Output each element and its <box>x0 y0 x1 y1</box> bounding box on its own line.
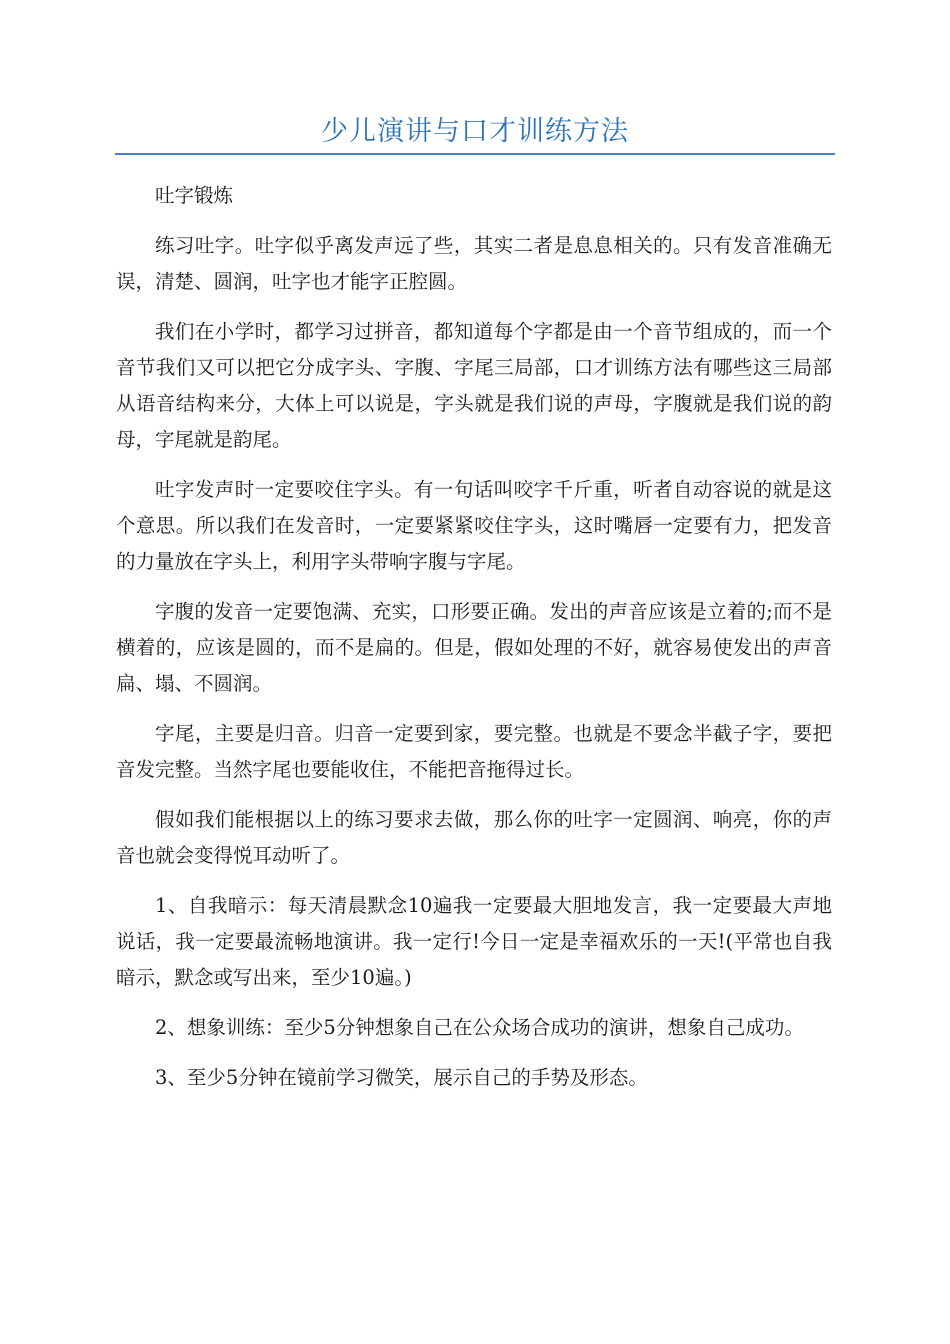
list-item: 1、自我暗示：每天清晨默念10遍我一定要最大胆地发言，我一定要最大声地说话，我一定要最流畅地演讲。我一定行!今日一定是幸福欢乐的一天!(平常也自我暗示，默念或写出来，至少10遍。) <box>116 894 832 989</box>
document-title: 少儿演讲与口才训练方法 <box>321 116 629 147</box>
paragraph: 假如我们能根据以上的练习要求去做，那么你的吐字一定圆润、响亮，你的声音也就会变得悦耳动听了。 <box>116 808 832 867</box>
paragraph: 字腹的发音一定要饱满、充实，口形要正确。发出的声音应该是立着的;而不是横着的，应该是圆的，而不是扁的。但是，假如处理的不好，就容易使发出的声音扁、塌、不圆润。 <box>116 600 832 695</box>
paragraph: 我们在小学时，都学习过拼音，都知道每个字都是由一个音节组成的，而一个音节我们又可以把它分成字头、字腹、字尾三局部，口才训练方法有哪些这三局部从语音结构来分，大体上可以说是，字头就是我们说的声母，字腹就是我们说的韵母，字尾就是韵尾。 <box>116 320 832 451</box>
paragraph: 吐字发声时一定要咬住字头。有一句话叫咬字千斤重，听者自动容说的就是这个意思。所以我们在发音时，一定要紧紧咬住字头，这时嘴唇一定要有力，把发音的力量放在字头上，利用字头带响字腹与字尾。 <box>116 478 832 573</box>
title-divider <box>115 153 835 155</box>
paragraph: 字尾，主要是归音。归音一定要到家，要完整。也就是不要念半截子字，要把音发完整。当然字尾也要能收住，不能把音拖得过长。 <box>116 722 832 781</box>
document-body <box>116 178 832 1110</box>
paragraph: 练习吐字。吐字似乎离发声远了些，其实二者是息息相关的。只有发音准确无误，清楚、圆润，吐字也才能字正腔圆。 <box>116 234 832 293</box>
section-heading: 吐字锻炼 <box>155 184 234 207</box>
list-item: 3、至少5分钟在镜前学习微笑，展示自己的手势及形态。 <box>155 1066 648 1089</box>
list-item: 2、想象训练：至少5分钟想象自己在公众场合成功的演讲，想象自己成功。 <box>155 1016 804 1039</box>
